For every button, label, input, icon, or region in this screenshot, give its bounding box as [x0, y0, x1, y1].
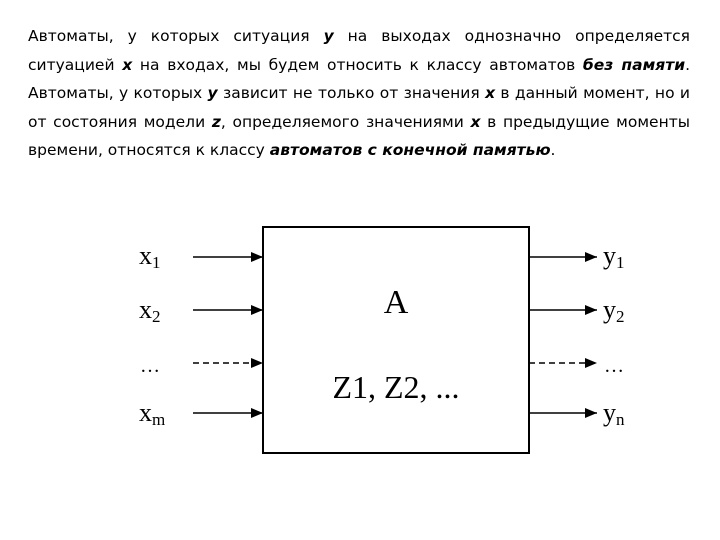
- text-fragment: на выходах однозначно определяется ситуацией: [28, 27, 690, 74]
- states-label: Z1, Z2, ...: [332, 369, 460, 405]
- text-fragment: . Автоматы, у которых: [28, 55, 690, 102]
- output-label-ellipsis: …: [604, 355, 624, 377]
- term-memoryless: без памяти: [582, 55, 686, 74]
- block-label: A: [383, 284, 409, 321]
- variable-y: y: [207, 84, 218, 102]
- input-label-m: xm: [139, 398, 166, 429]
- variable-z: z: [211, 112, 221, 131]
- text-fragment: , определяемого значениями: [220, 112, 471, 131]
- input-label-2: x2: [139, 295, 161, 326]
- variable-x: x: [470, 112, 481, 131]
- variable-x: x: [485, 84, 496, 102]
- variable-x: x: [122, 55, 133, 74]
- input-label-ellipsis: …: [140, 355, 160, 377]
- output-label-2: y2: [603, 295, 625, 326]
- text-fragment: на входах, мы будем относить к классу автоматов: [132, 55, 583, 74]
- output-label-1: y1: [603, 241, 625, 272]
- output-label-n: yn: [603, 398, 625, 429]
- text-fragment: Автоматы, у которых ситуация: [28, 27, 324, 45]
- text-fragment: в данный момент, но и от состояния модели: [28, 84, 690, 131]
- variable-y: y: [323, 27, 334, 45]
- automaton-block: [263, 227, 529, 453]
- input-label-1: x1: [139, 241, 161, 272]
- text-fragment: в предыдущие моменты времени, относятся к классу: [28, 112, 690, 159]
- term-finite-memory: автоматов с конечной памятью: [269, 141, 551, 159]
- text-fragment: зависит не только от значения: [217, 84, 486, 102]
- text-fragment: .: [550, 141, 556, 159]
